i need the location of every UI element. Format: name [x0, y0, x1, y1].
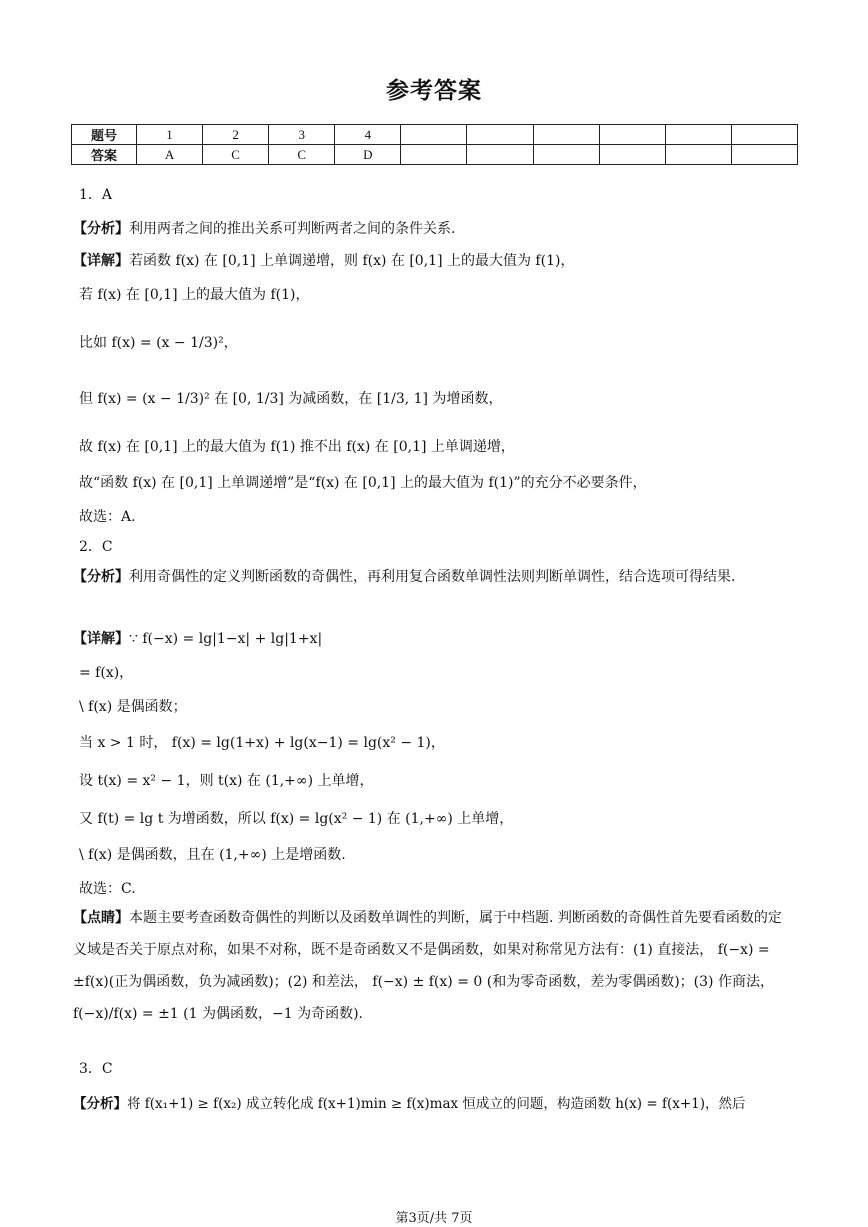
detail-text: ∵ f(−x) = lg|1−x| + lg|1+x| — [129, 631, 323, 647]
q1-line: 故 f(x) 在 [0,1] 上的最大值为 f(1) 推不出 f(x) 在 [0,1] 上单调递增， — [79, 439, 515, 455]
q1-detail-line — [73, 250, 574, 270]
answer-cell — [401, 145, 467, 165]
answer-cell: A — [137, 145, 203, 165]
q1-heading: 1．A — [79, 187, 113, 203]
comment-label: 【点睛】 — [73, 910, 129, 926]
q1-line: 故“函数 f(x) 在 [0,1] 上单调递增”是“f(x) 在 [0,1] 上的最大值为 f(1)”的充分不必要条件， — [79, 475, 647, 491]
analysis-label: 【分析】 — [73, 569, 129, 585]
q2-line: = f(x)， — [79, 665, 134, 681]
answer-cell — [467, 145, 533, 165]
number-cell — [533, 125, 599, 145]
page-title: 参考答案 — [386, 78, 482, 104]
answer-table — [71, 124, 798, 165]
answer-table-answer-row — [72, 145, 798, 165]
q2-comment — [73, 902, 789, 1030]
answer-cell — [731, 145, 797, 165]
detail-label: 【详解】 — [73, 631, 129, 647]
q2-analysis — [73, 562, 789, 592]
analysis-label: 【分析】 — [73, 1096, 127, 1112]
number-cell: 2 — [203, 125, 269, 145]
number-cell — [731, 125, 797, 145]
number-header-cell: 题号 — [72, 125, 137, 145]
number-cell — [599, 125, 665, 145]
q1-line: 比如 f(x) = (x − 1/3)²， — [79, 335, 238, 351]
q2-heading: 2．C — [79, 539, 113, 555]
q2-line: \ f(x) 是偶函数，且在 (1,+∞) 上是增函数. — [79, 847, 346, 863]
comment-text: 本题主要考查函数奇偶性的判断以及函数单调性的判断，属于中档题. 判断函数的奇偶性首先要看函数的定义域是否关于原点对称，如果不对称，既不是奇函数又不是偶函数，如果对称常见方法有：(1) 直接法， f(−x) = ±f(x)(正为偶函数，负为减函数)；(2) 和差法， f(−x) ± f(x) = 0 (和为零奇函数，差为零偶函数)；(3) 作商法， f(−x)/f(x) = ±1 (1 为偶函数，−1 为奇函数). — [73, 910, 782, 1022]
q2-detail-line — [73, 628, 322, 648]
q1-line: 但 f(x) = (x − 1/3)² 在 [0, 1/3] 为减函数，在 [1/3, 1] 为增函数， — [79, 391, 503, 407]
number-cell: 1 — [137, 125, 203, 145]
analysis-text: 利用奇偶性的定义判断函数的奇偶性，再利用复合函数单调性法则判断单调性，结合选项可得结果. — [129, 569, 736, 585]
q1-analysis — [73, 218, 455, 238]
answer-table-number-row — [72, 125, 798, 145]
analysis-text: 将 f(x₁+1) ≥ f(x₂) 成立转化成 f(x+1)min ≥ f(x)max 恒成立的问题，构造函数 h(x) = f(x+1)，然后 — [127, 1096, 746, 1112]
detail-text: 若函数 f(x) 在 [0,1] 上单调递增，则 f(x) 在 [0,1] 上的最大值为 f(1)， — [129, 253, 575, 269]
number-cell: 3 — [269, 125, 335, 145]
q3-analysis — [73, 1092, 746, 1112]
answer-cell — [665, 145, 731, 165]
page-footer: 第3页/共 7页 — [395, 1211, 473, 1226]
q2-line: 当 x > 1 时， f(x) = lg(1+x) + lg(x−1) = lg(x² − 1)， — [79, 735, 445, 751]
q2-line: \ f(x) 是偶函数； — [79, 699, 187, 715]
q3-heading: 3．C — [79, 1061, 113, 1077]
number-cell: 4 — [335, 125, 401, 145]
number-cell — [467, 125, 533, 145]
analysis-label: 【分析】 — [73, 221, 129, 237]
answer-cell: C — [269, 145, 335, 165]
analysis-text: 利用两者之间的推出关系可判断两者之间的条件关系. — [129, 221, 456, 237]
answer-cell — [533, 145, 599, 165]
q1-choice: 故选：A. — [79, 509, 136, 525]
answer-header-cell: 答案 — [72, 145, 137, 165]
answer-cell — [599, 145, 665, 165]
number-cell — [401, 125, 467, 145]
q2-line: 又 f(t) = lg t 为增函数，所以 f(x) = lg(x² − 1) 在 (1,+∞) 上单增， — [79, 811, 514, 827]
number-cell — [665, 125, 731, 145]
q2-line: 设 t(x) = x² − 1，则 t(x) 在 (1,+∞) 上单增， — [79, 773, 374, 789]
answer-cell: D — [335, 145, 401, 165]
q2-choice: 故选：C. — [79, 881, 136, 897]
answer-cell: C — [203, 145, 269, 165]
q1-line: 若 f(x) 在 [0,1] 上的最大值为 f(1)， — [79, 287, 310, 303]
detail-label: 【详解】 — [73, 253, 129, 269]
